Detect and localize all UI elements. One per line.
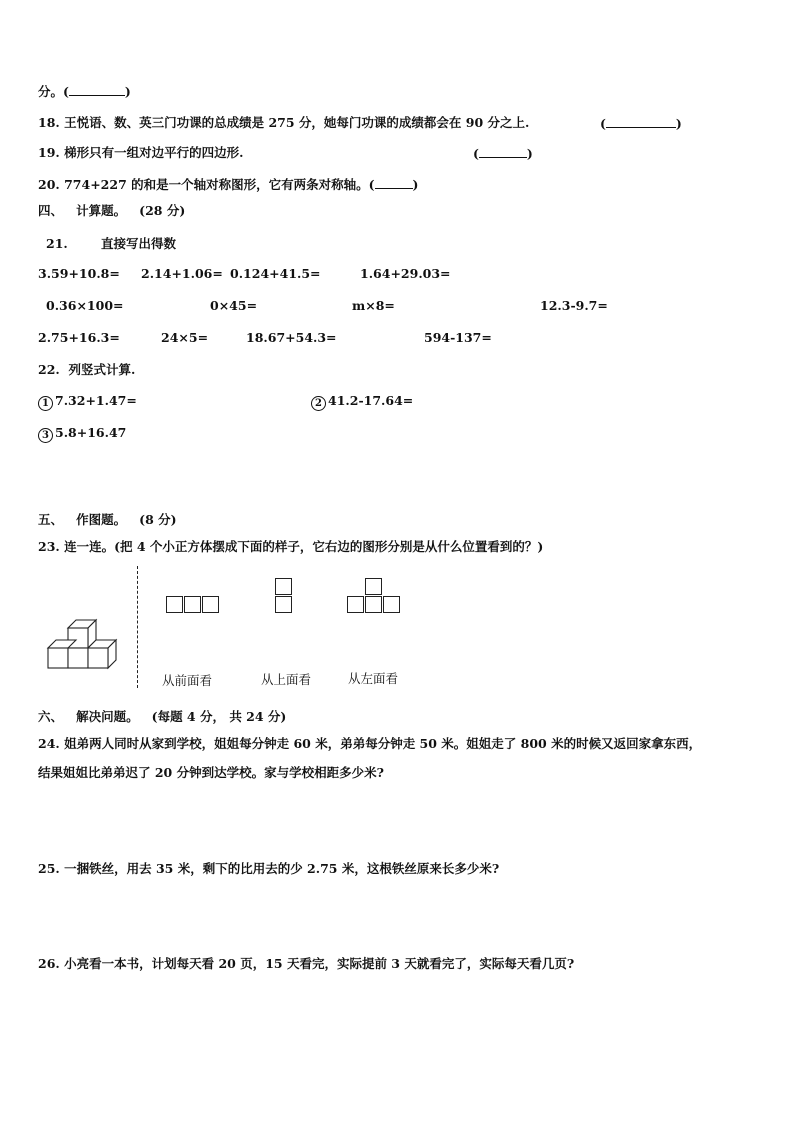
view-square: [365, 596, 382, 613]
view-square: [275, 578, 292, 595]
view-square: [383, 596, 400, 613]
q18-answer: ( ): [600, 116, 682, 131]
question-25: 25. 一捆铁丝，用去 35 米，剩下的比用去的少 2.75 米，这根铁丝原来长多少米?: [38, 861, 500, 876]
q17-tail: 分。( ): [38, 84, 131, 99]
circled-number: 3: [38, 428, 53, 443]
section-5-heading: 五、 作图题。 (8 分): [38, 512, 177, 527]
view-square: [347, 596, 364, 613]
vertical-calc-item: 1 7.32+1.47=: [38, 393, 137, 411]
calc-item: 2.75+16.3=: [38, 330, 120, 345]
circled-number: 2: [311, 396, 326, 411]
calc-item: 0.36×100=: [46, 298, 124, 313]
question-26: 26. 小亮看一本书，计划每天看 20 页，15 天看完，实际提前 3 天就看完了，实际每天看几页?: [38, 956, 575, 971]
circled-number: 1: [38, 396, 53, 411]
question-19: 19. 梯形只有一组对边平行的四边形.: [38, 145, 244, 160]
question-20: 20. 774+227 的和是一个轴对称图形，它有两条对称轴。( ): [38, 177, 419, 192]
question-24-line2: 结果姐姐比弟弟迟了 20 分钟到达学校。家与学校相距多少米?: [38, 765, 384, 780]
calc-item: 24×5=: [161, 330, 209, 345]
view-square: [365, 578, 382, 595]
view-square: [166, 596, 183, 613]
view-label-left: 从左面看: [348, 671, 399, 686]
calc-item: 3.59+10.8=: [38, 266, 120, 281]
view-square: [184, 596, 201, 613]
answer-blank[interactable]: [479, 145, 527, 158]
section-4-heading: 四、 计算题。 (28 分): [38, 203, 186, 218]
q19-answer: ( ): [473, 146, 533, 161]
question-21-number: 21.: [46, 236, 68, 251]
answer-blank[interactable]: [375, 176, 413, 189]
view-square: [202, 596, 219, 613]
divider-dashed-line: [137, 566, 138, 688]
calc-item: 18.67+54.3=: [246, 330, 337, 345]
calc-item: 12.3-9.7=: [540, 298, 608, 313]
question-22: 22. 列竖式计算.: [38, 362, 136, 377]
question-23: 23. 连一连。(把 4 个小正方体摆成下面的样子，它右边的图形分别是从什么位置看到的？): [38, 539, 544, 554]
cube-stack-figure: [40, 610, 130, 676]
answer-blank[interactable]: [606, 115, 676, 128]
section-6-heading: 六、 解决问题。 (每题 4 分， 共 24 分): [38, 709, 287, 724]
question-18: 18. 王悦语、数、英三门功课的总成绩是 275 分，她每门功课的成绩都会在 90 分之上.: [38, 115, 530, 130]
vertical-calc-item: 2 41.2-17.64=: [311, 393, 413, 411]
view-label-top: 从上面看: [261, 672, 312, 687]
calc-item: 594-137=: [424, 330, 492, 345]
view-label-front: 从前面看: [162, 673, 213, 688]
question-21-title: 直接写出得数: [101, 236, 177, 251]
answer-blank[interactable]: [69, 83, 125, 96]
calc-item: 2.14+1.06=: [141, 266, 223, 281]
calc-item: 1.64+29.03=: [360, 266, 451, 281]
view-square: [275, 596, 292, 613]
calc-item: m×8=: [352, 298, 395, 313]
calc-item: 0×45=: [210, 298, 258, 313]
question-24: 24. 姐弟两人同时从家到学校，姐姐每分钟走 60 米，弟弟每分钟走 50 米。姐姐走了 800 米的时候又返回家拿东西，: [38, 736, 702, 751]
calc-item: 0.124+41.5=: [230, 266, 321, 281]
vertical-calc-item: 3 5.8+16.47: [38, 425, 126, 443]
